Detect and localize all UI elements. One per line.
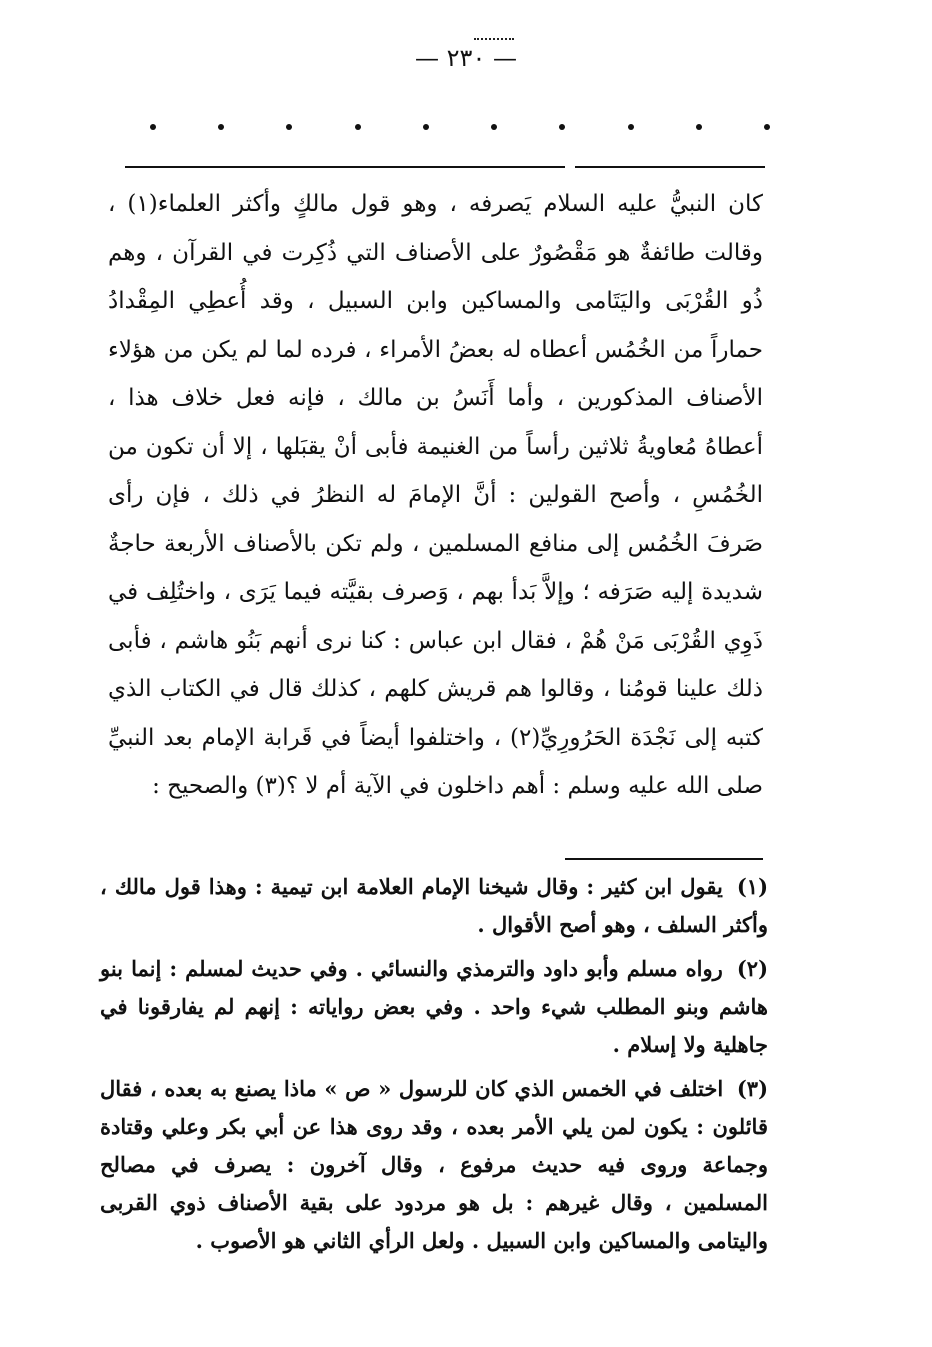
footnote-text: اختلف في الخمس الذي كان للرسول « ص » ماذا يصنع به بعده ، فقال قائلون : يكون لمن يلي الأمر بعده ، وقد روى هذا عن أبي بكر وعلي وقتادة وجماعة وروى فيه حديث مرفوع ، وقال آخرون : يصرف في مصالح المسلمين ، وقال غيرهم : بل هو مردود على بقية الأصناف ذوي القربى واليتامى والمساكين وابن السبيل . ولعل الرأي الثاني هو الأصوب . <box>100 1076 768 1253</box>
footnote-number: (٢) <box>736 956 768 981</box>
top-rule-left <box>125 166 565 168</box>
dot <box>628 124 634 130</box>
dot <box>286 124 292 130</box>
footnote-separator <box>565 858 763 860</box>
dot <box>423 124 429 130</box>
dot <box>150 124 156 130</box>
dot <box>696 124 702 130</box>
footnotes <box>100 868 768 1266</box>
top-rule-right <box>575 166 765 168</box>
dot <box>491 124 497 130</box>
footnote-2 <box>100 950 768 1064</box>
dot <box>764 124 770 130</box>
footnote-number: (٣) <box>736 1076 768 1101</box>
footnote-3 <box>100 1070 768 1260</box>
body-paragraph: كان النبيُّ عليه السلام يَصرفه ، وهو قول مالكٍ وأكثر العلماء(١) ، وقالت طائفةٌ هو مَقْصُورٌ على الأصناف التي ذُكِرت في القرآن ، وهم ذُو القُرْبَى واليَتَامى والمساكين وابن السبيل ، وقد أُعطِي المِقْدادُ حماراً من الخُمُس أعطاه له بعضُ الأمراء ، فرده لما لم يكن من هؤلاء الأصناف المذكورين ، وأما أَنَسُ بن مالك ، فإنه فعل خلاف هذا ، أعطاهُ مُعاويةُ ثلاثين رأساً من الغنيمة فأبى أنْ يقبَلها ، إلا أن تكون من الخُمُسِ ، وأصح القولين : أنَّ الإمامَ له النظرُ في ذلك ، فإن رأى صَرفَ الخُمُس إلى منافع المسلمين ، ولم تكن بالأصناف الأربعة حاجةٌ شديدة إليه صَرَفه ؛ وإلاَّ بَدأ بهم ، وَصرف بقيَّته فيما يَرَى ، واختُلِف في ذَوِي القُرْبَى مَنْ هُمْ ، فقال ابن عباس : كنا نرى أنهم بَنُو هاشم ، فأبى ذلك علينا قومُنا ، وقالوا هم قريش كلهم ، كذلك قال في الكتاب الذي كتبه إلى نَجْدَة الحَرُورِيِّ(٢) ، واختلفوا أيضاً في قَرابة الإمام بعد النبيِّ صلى الله عليه وسلم : أهم داخلون في الآية أم لا ؟(٣) والصحيح : <box>108 191 763 799</box>
footnote-text: رواه مسلم وأبو داود والترمذي والنسائي . وفي حديث لمسلم : إنما بنو هاشم وبنو المطلب شيء واحد . وفي بعض رواياته : إنهم لم يفارقونا في جاهلية ولا إسلام . <box>100 956 768 1057</box>
dot <box>218 124 224 130</box>
separator-dots <box>150 124 770 130</box>
footnote-1 <box>100 868 768 944</box>
footnote-number: (١) <box>736 874 768 899</box>
footnote-text: يقول ابن كثير : وقال شيخنا الإمام العلامة ابن تيمية : وهذا قول مالك ، وأكثر السلف ، وهو أصح الأقوال . <box>100 874 768 937</box>
body-text <box>108 180 763 811</box>
header-ornament <box>474 38 514 40</box>
dot <box>559 124 565 130</box>
dot <box>355 124 361 130</box>
page-number: — ٢٣٠ — <box>415 44 517 72</box>
